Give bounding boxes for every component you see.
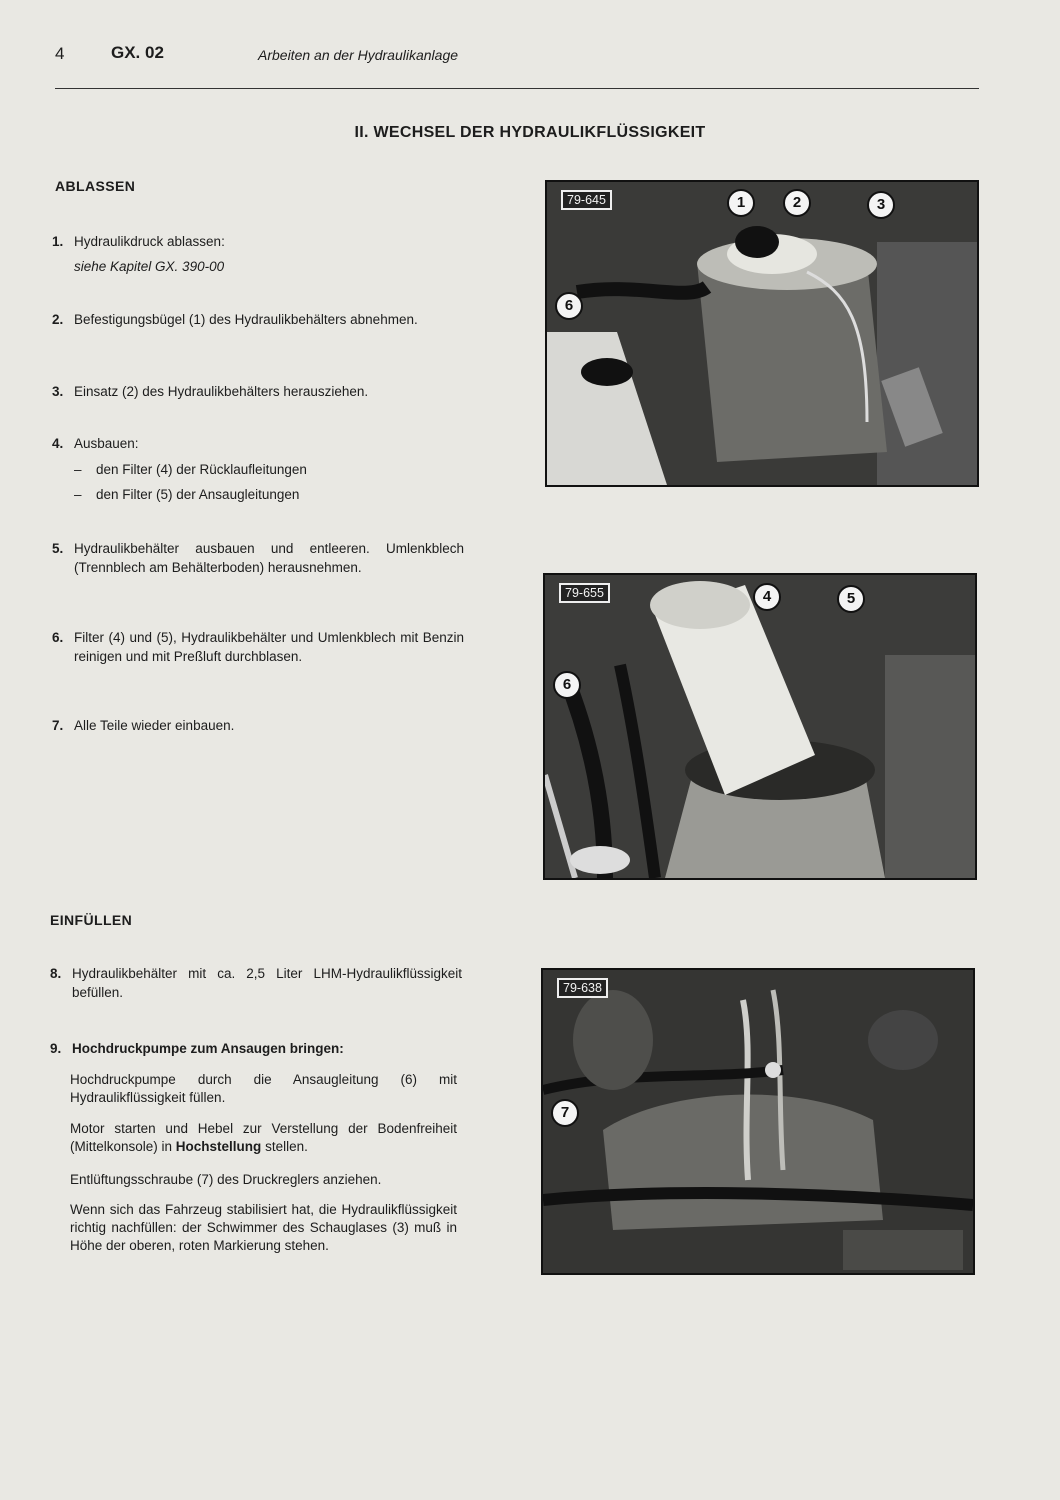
step-number: 7. xyxy=(52,718,64,733)
header-rule xyxy=(55,88,979,89)
photo-code: 79-645 xyxy=(561,190,612,210)
step-8 xyxy=(50,964,462,1002)
step-number: 5. xyxy=(52,541,64,556)
step-text: Alle Teile wieder einbauen. xyxy=(74,718,235,733)
document-code: GX. 02 xyxy=(111,43,164,62)
photo-filters xyxy=(543,573,977,880)
step-text: Befestigungsbügel (1) des Hydraulikbehälters abnehmen. xyxy=(74,312,418,327)
step-9-paragraph-4: Wenn sich das Fahrzeug stabilisiert hat, die Hydraulikflüssigkeit richtig nachfüllen: der Schwimmer des Schauglases (3) muß in Höhe der oberen, roten Markierung stehen. xyxy=(70,1202,457,1253)
step-9-paragraph-1: Hochdruckpumpe durch die Ansaugleitung (6) mit Hydraulikflüssigkeit füllen. xyxy=(70,1072,457,1105)
step-5 xyxy=(52,539,464,577)
step-number: 6. xyxy=(52,630,64,645)
step-7 xyxy=(52,716,464,735)
step-9-paragraph-3: Entlüftungsschraube (7) des Druckreglers anziehen. xyxy=(70,1172,382,1187)
step-number: 1. xyxy=(52,234,64,249)
step-number: 9. xyxy=(50,1041,62,1056)
chapter-reference: siehe Kapitel GX. 390-00 xyxy=(74,259,225,274)
photo-pressure-regulator xyxy=(541,968,975,1275)
ablassen-heading: ABLASSEN xyxy=(55,178,136,194)
photo-code: 79-638 xyxy=(557,978,608,998)
callout-4: 4 xyxy=(753,583,781,611)
callout-3: 3 xyxy=(867,191,895,219)
step-2 xyxy=(52,310,464,329)
step-6 xyxy=(52,628,464,666)
callout-6: 6 xyxy=(553,671,581,699)
step-1 xyxy=(52,232,464,276)
step-text: Hydraulikbehälter mit ca. 2,5 Liter LHM-Hydraulikflüssigkeit befüllen. xyxy=(72,966,462,1000)
step-title: Hochdruckpumpe zum Ansaugen bringen: xyxy=(72,1041,344,1056)
callout-1: 1 xyxy=(727,189,755,217)
page-number: 4 xyxy=(55,44,65,63)
callout-5: 5 xyxy=(837,585,865,613)
step-number: 2. xyxy=(52,312,64,327)
einfuellen-heading: EINFÜLLEN xyxy=(50,912,133,928)
step-4 xyxy=(52,434,464,504)
step-number: 4. xyxy=(52,436,64,451)
photo-code: 79-655 xyxy=(559,583,610,603)
step-text: Einsatz (2) des Hydraulikbehälters herausziehen. xyxy=(74,384,369,399)
callout-6: 6 xyxy=(555,292,583,320)
step-9-paragraph-2: Motor starten und Hebel zur Verstellung der Bodenfreiheit (Mittelkonsole) in Hochstellung stellen. xyxy=(70,1121,457,1154)
step-text: Hydraulikdruck ablassen: xyxy=(74,234,225,249)
chapter-title: II. WECHSEL DER HYDRAULIKFLÜSSIGKEIT xyxy=(354,124,706,141)
step-text: Filter (4) und (5), Hydraulikbehälter und Umlenkblech mit Benzin reinigen und mit Preßluft durchblasen. xyxy=(74,630,464,664)
section-title: Arbeiten an der Hydraulikanlage xyxy=(258,47,459,63)
step-text: Ausbauen: xyxy=(74,436,139,451)
photo-illustration xyxy=(543,970,973,1273)
step-number: 8. xyxy=(50,966,62,981)
step-number: 3. xyxy=(52,384,64,399)
step-9 xyxy=(50,1039,462,1058)
highlight-text: Hochstellung xyxy=(175,1139,262,1154)
photo-illustration xyxy=(545,575,975,878)
photo-illustration xyxy=(547,182,977,485)
step-3 xyxy=(52,382,464,401)
step-text: Hydraulikbehälter ausbauen und entleeren. Umlenkblech (Trennblech am Behälterboden) herausnehmen. xyxy=(74,541,464,575)
list-item: – den Filter (4) der Rücklaufleitungen xyxy=(74,462,307,477)
photo-hydraulic-reservoir xyxy=(545,180,979,487)
callout-7: 7 xyxy=(551,1099,579,1127)
list-item: – den Filter (5) der Ansaugleitungen xyxy=(74,487,300,502)
callout-2: 2 xyxy=(783,189,811,217)
